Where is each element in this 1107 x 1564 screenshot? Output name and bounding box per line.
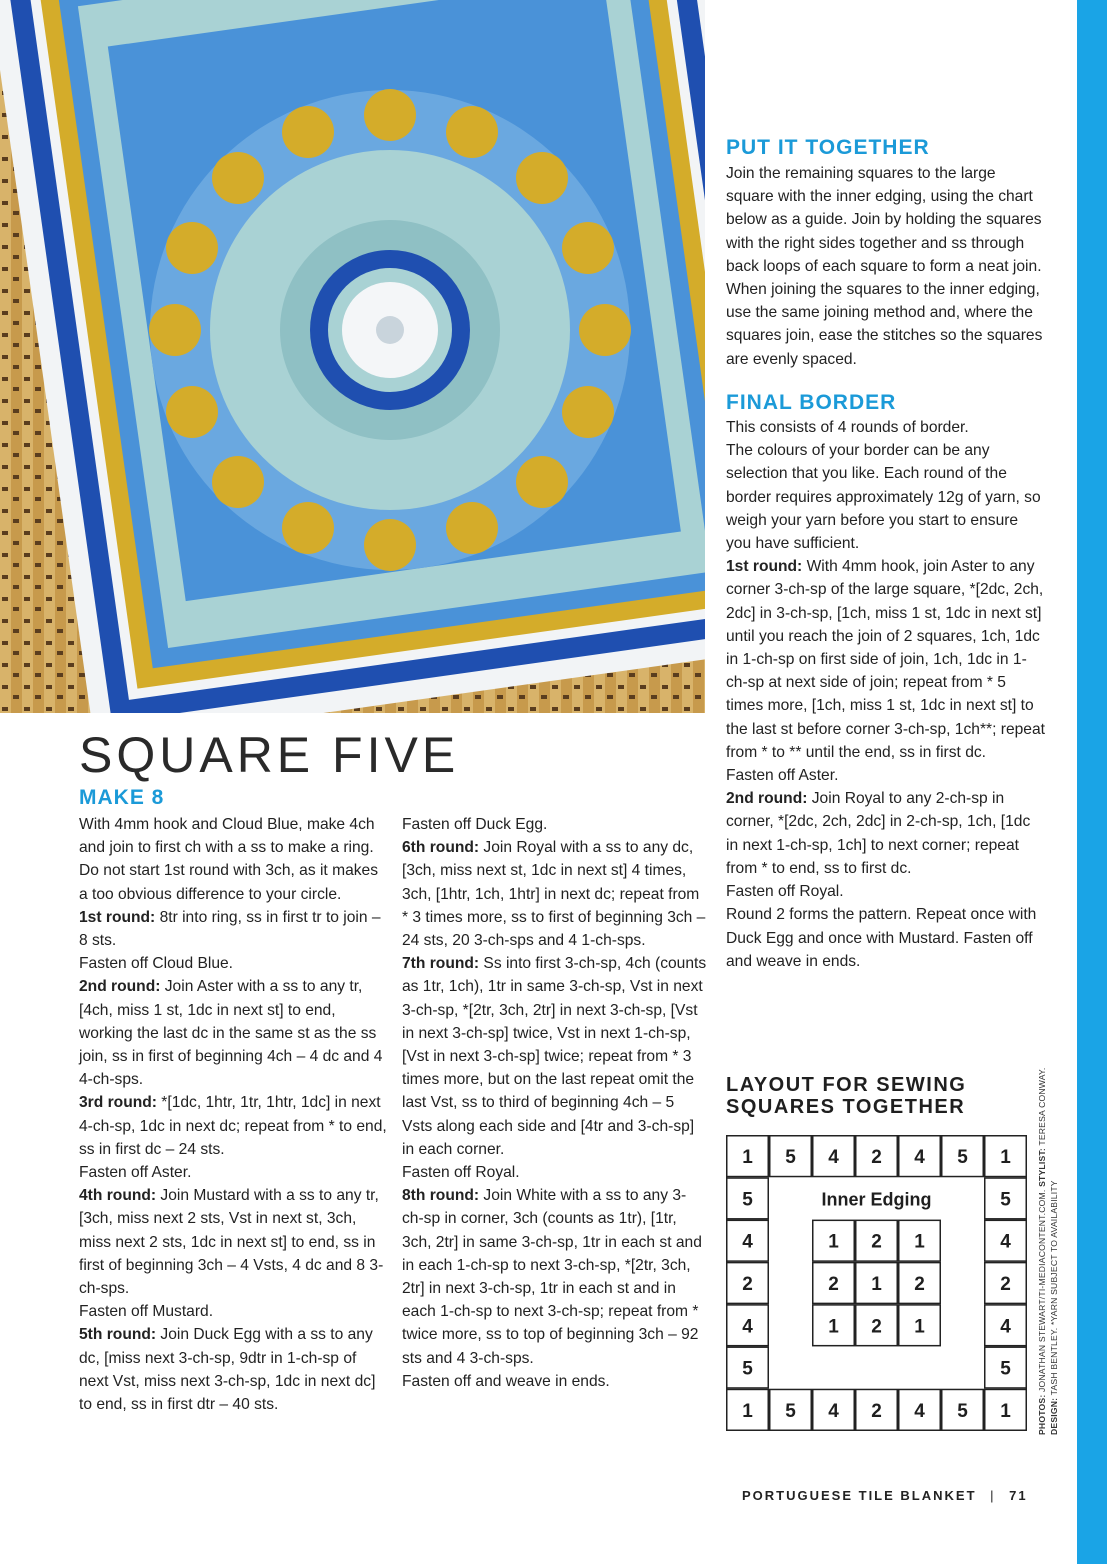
col2-paragraph <box>402 813 707 836</box>
round-text: With 4mm hook and Cloud Blue, make 4ch and join to first ch with a ss to make a ring. Do not start 1st round with 3ch, as it makes a too obvious difference to your circle. <box>79 816 379 903</box>
round-label: 4th round: <box>79 1187 157 1205</box>
col1-paragraph <box>79 1161 389 1184</box>
col1-paragraph <box>79 1091 389 1161</box>
final-border-paragraph <box>726 416 1046 439</box>
page-title: SQUARE FIVE <box>79 727 460 783</box>
bottom-row-label: 1 <box>1000 1400 1011 1422</box>
round-text: Fasten off Royal. <box>726 883 844 901</box>
inner-grid-label: 2 <box>828 1274 839 1295</box>
instructions-column-3 <box>726 162 1046 973</box>
put-together-text: Join the remaining squares to the large square with the inner edging, using the chart below as a guide. Join by holding the squares with the right sides together and ss through back loops of each square to form a neat join. When joining the squares to the inner edging, use the same joining method and, where the squares join, ease the stitches so the squares are evenly spaced. <box>726 165 1043 368</box>
col2-paragraph <box>402 1184 707 1370</box>
bottom-row-label: 5 <box>785 1400 796 1422</box>
col1-paragraph <box>79 952 389 975</box>
left-col-label: 5 <box>742 1189 753 1211</box>
inner-edging-label: Inner Edging <box>821 1189 932 1210</box>
round-text: Ss into first 3-ch-sp, 4ch (counts as 1tr, 1ch), 1tr in same 3-ch-sp, Vst in next 3-ch-sp, *[2tr, 3ch, 2tr] in next 3-ch-sp, [Vst in next 3-ch-sp] twice, Vst in next 1-ch-sp, [Vst in next 3-ch-sp] twice; repeat from * 3 times more, but on the last repeat omit the last Vst, ss to third of beginning 4ch – 5 Vsts along each side and [4tr and 3-ch-sp] in each corner. <box>402 955 707 1158</box>
bottom-row-label: 5 <box>957 1400 968 1422</box>
inner-grid-label: 1 <box>871 1274 882 1295</box>
crochet-square-photo <box>0 0 705 713</box>
top-row-label: 4 <box>828 1147 839 1169</box>
left-col-label: 5 <box>742 1358 753 1380</box>
col1-paragraph <box>79 975 389 1091</box>
round-label: 1st round: <box>79 908 156 926</box>
top-row-label: 4 <box>914 1147 925 1169</box>
col2-paragraph <box>402 1370 707 1393</box>
right-col-label: 4 <box>1000 1316 1011 1338</box>
round-text: Fasten off and weave in ends. <box>402 1372 610 1390</box>
instructions-column-2 <box>402 813 707 1393</box>
page-edge-bar <box>1077 0 1107 1564</box>
bottom-row-label: 2 <box>871 1400 882 1422</box>
credits-photos-label: PHOTOS: <box>1037 1394 1047 1435</box>
bottom-row-label: 4 <box>828 1400 839 1422</box>
round-label: 2nd round: <box>79 978 161 996</box>
final-border-text <box>726 416 1046 973</box>
round-text: Fasten off Mustard. <box>79 1303 214 1321</box>
top-row-label: 2 <box>871 1147 882 1169</box>
round-text: Join Royal to any 2-ch-sp in corner, *[2dc, 2ch, 2dc] in 2-ch-sp, 1ch, [1dc in next 1-ch-sp, 1ch] to next corner; repeat from * to end, ss to first dc. <box>726 790 1031 877</box>
round-text: This consists of 4 rounds of border. <box>726 419 969 437</box>
right-col-label: 5 <box>1000 1358 1011 1380</box>
layout-chart-svg <box>726 1135 1027 1431</box>
inner-grid-label: 1 <box>914 1316 925 1338</box>
right-col-label: 5 <box>1000 1189 1011 1211</box>
put-together-heading: PUT IT TOGETHER <box>726 136 930 159</box>
footer-separator: | <box>990 1488 996 1503</box>
layout-chart <box>726 1135 1027 1431</box>
top-row-label: 1 <box>742 1147 753 1169</box>
col2-paragraph <box>402 1161 707 1184</box>
inner-grid-label: 2 <box>871 1316 882 1338</box>
credits-stylist-text: TERESA CONWAY. <box>1037 1067 1047 1149</box>
credits-design-label: DESIGN: <box>1049 1397 1059 1435</box>
page-number: 71 <box>1009 1488 1028 1503</box>
col2-paragraph <box>402 952 707 1161</box>
right-col-label: 2 <box>1000 1274 1011 1295</box>
credits-photos-text: JONATHAN STEWART/TI-MEDIACONTENT.COM. <box>1037 1186 1047 1395</box>
round-label: 6th round: <box>402 839 480 857</box>
layout-heading-line1: LAYOUT FOR SEWING <box>726 1074 967 1096</box>
round-text: Fasten off Aster. <box>726 767 839 785</box>
bottom-row-label: 4 <box>914 1400 925 1422</box>
credits-stylist-label: STYLIST: <box>1037 1148 1047 1187</box>
footer-title: PORTUGUESE TILE BLANKET <box>742 1488 977 1503</box>
inner-grid-label: 1 <box>828 1316 839 1338</box>
inner-grid-label: 1 <box>914 1231 925 1253</box>
round-label: 1st round: <box>726 558 803 576</box>
final-border-heading: FINAL BORDER <box>726 390 897 414</box>
top-row-label: 5 <box>957 1147 968 1169</box>
left-col-label: 4 <box>742 1316 753 1338</box>
round-text: Join Royal with a ss to any dc, [3ch, miss next st, 1dc in next st] 4 times, 3ch, [1htr, 1ch, 1htr] in next dc; repeat from * 3 times more, ss to first of beginning 3ch – 24 sts, 20 3-ch-sps and 4 1-ch-sps. <box>402 839 706 950</box>
round-text: Fasten off Duck Egg. <box>402 816 548 833</box>
round-text: Fasten off Aster. <box>79 1164 192 1182</box>
round-text: Join Duck Egg with a ss to any dc, [miss next 3-ch-sp, 9dtr in 1-ch-sp of next Vst, miss next 3-ch-sp, 1dc in next dc] to end, ss in first dtr – 40 sts. <box>79 1326 376 1414</box>
round-label: 8th round: <box>402 1187 480 1205</box>
layout-heading <box>726 1074 966 1118</box>
inner-grid-label: 2 <box>914 1274 925 1295</box>
make-count-heading: MAKE 8 <box>79 786 165 809</box>
page-footer <box>742 1488 1028 1503</box>
final-border-paragraph <box>726 439 1046 555</box>
round-text: Join Aster with a ss to any tr, [4ch, miss 1 st, 1dc in next st] to end, working the last dc in the same st as the ss join, ss in first of beginning 4ch – 4 dc and 4 4-ch-sps. <box>79 978 383 1089</box>
final-border-paragraph <box>726 880 1046 903</box>
col1-paragraph <box>79 1184 389 1300</box>
round-text: 8tr into ring, ss in first tr to join – 8 sts. <box>79 908 381 950</box>
round-label: 7th round: <box>402 955 480 973</box>
final-border-paragraph <box>726 903 1046 973</box>
round-label: 3rd round: <box>79 1094 157 1112</box>
credits-design-text: TASH BENTLEY. *YARN SUBJECT TO AVAILABILITY <box>1049 1180 1059 1398</box>
layout-heading-line2: SQUARES TOGETHER <box>726 1096 966 1118</box>
col1-paragraph <box>79 906 389 952</box>
round-text: With 4mm hook, join Aster to any corner 3-ch-sp of the large square, *[2dc, 2ch, 2dc] in 3-ch-sp, [1ch, miss 1 st, 1dc in next st] until you reach the join of 2 squares, 1ch, 1dc in 1-ch-sp on first side of join, 1ch, 1dc in 1-ch-sp at next side of join; repeat from * 5 times more, [1ch, miss 1 st, 1dc in next st] to the last st before corner 3-ch-sp, 1ch**; repeat from * to ** until the end, ss in first dc. <box>726 558 1045 761</box>
top-row-label: 5 <box>785 1147 796 1169</box>
bottom-row-label: 1 <box>742 1400 753 1422</box>
col2-paragraph <box>402 836 707 952</box>
round-text: The colours of your border can be any selection that you like. Each round of the border requires approximately 12g of yarn, so weigh your yarn before you start to ensure you have sufficient. <box>726 442 1041 553</box>
round-text: Round 2 forms the pattern. Repeat once with Duck Egg and once with Mustard. Fasten off and weave in ends. <box>726 906 1037 970</box>
round-text: Fasten off Royal. <box>402 1164 520 1182</box>
left-col-label: 4 <box>742 1231 753 1253</box>
final-border-paragraph <box>726 764 1046 787</box>
round-text: Join White with a ss to any 3-ch-sp in corner, 3ch (counts as 1tr), [1tr, 3ch, 2tr] in same 3-ch-sp, 1tr in each st and in each 1-ch-sp to next 3-ch-sp, *[2tr, 3ch, 2tr] in next 3-ch-sp, 1tr in each st and in each 1-ch-sp to next 3-ch-sp; repeat from * twice more, ss to top of beginning 3ch – 92 sts and 4 3-ch-sps. <box>402 1187 702 1367</box>
col1-paragraph <box>79 1300 389 1323</box>
col1-paragraph <box>79 1323 389 1416</box>
instructions-column-1 <box>79 813 389 1416</box>
left-col-label: 2 <box>742 1274 753 1295</box>
round-text: Join Mustard with a ss to any tr, [3ch, miss next 2 sts, Vst in next st, 3ch, miss next 2 sts, 1dc in next st] to end, ss in first of beginning 3ch – 4 Vsts, 4 dc and 8 3-ch-sps. <box>79 1187 384 1298</box>
top-row-label: 1 <box>1000 1147 1011 1169</box>
inner-grid-label: 1 <box>828 1231 839 1253</box>
round-text: *[1dc, 1htr, 1tr, 1htr, 1dc] in next 4-ch-sp, 1dc in next dc; repeat from * to end, ss in first dc – 24 sts. <box>79 1094 387 1158</box>
final-border-paragraph <box>726 555 1046 764</box>
round-text: Fasten off Cloud Blue. <box>79 955 234 973</box>
inner-grid-label: 2 <box>871 1231 882 1253</box>
crochet-photo-illustration <box>0 0 705 713</box>
photo-credits <box>1036 1055 1060 1435</box>
right-col-label: 4 <box>1000 1231 1011 1253</box>
round-label: 2nd round: <box>726 790 808 808</box>
final-border-paragraph <box>726 787 1046 880</box>
col1-paragraph <box>79 813 389 906</box>
round-label: 5th round: <box>79 1326 157 1344</box>
